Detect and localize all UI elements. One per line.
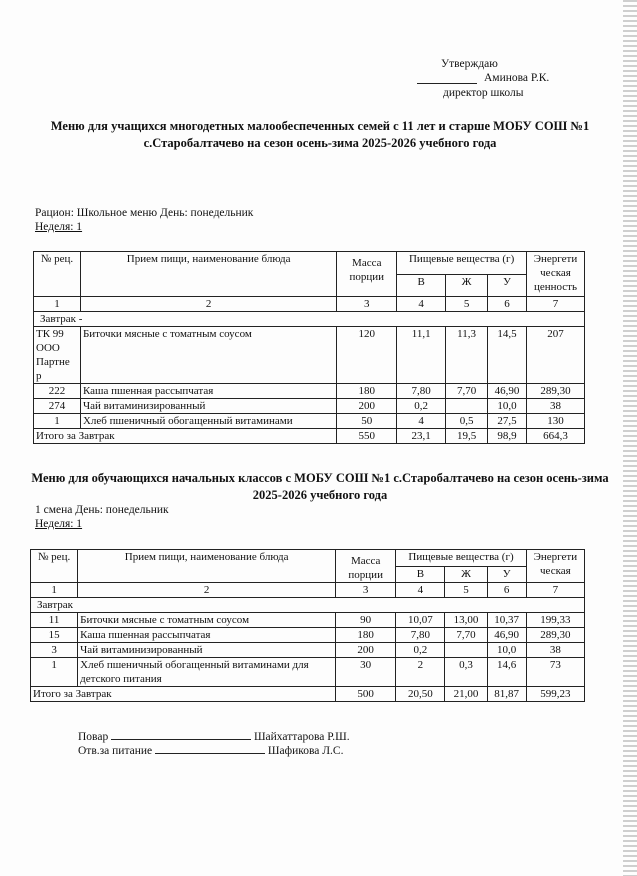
cell: 46,90 xyxy=(487,628,526,643)
table-row xyxy=(31,643,585,658)
cell: 289,30 xyxy=(526,628,584,643)
cell: 14,6 xyxy=(487,658,526,687)
resp-name: Шафикова Л.С. xyxy=(267,745,344,757)
cell: Биточки мясные с томатным соусом xyxy=(80,327,336,384)
header-fat: Ж xyxy=(445,566,487,583)
header-dish: Прием пищи, наименование блюда xyxy=(80,252,336,297)
director-position: директор школы xyxy=(443,87,524,99)
table-row xyxy=(34,414,585,429)
cell: 1 xyxy=(34,414,81,429)
cell: 3 xyxy=(31,643,78,658)
scan-edge xyxy=(623,0,637,876)
menu2-table xyxy=(30,549,585,702)
cell: 274 xyxy=(34,399,81,414)
cell: 130 xyxy=(527,414,585,429)
menu2-week: Неделя: 1 xyxy=(35,518,83,530)
header-rec: № рец. xyxy=(34,252,81,297)
column-number: 7 xyxy=(527,297,585,312)
menu2-ration: 1 смена День: понедельник xyxy=(35,504,169,516)
section-breakfast: Завтрак xyxy=(31,598,585,613)
column-number: 6 xyxy=(487,583,526,598)
menu1-table xyxy=(33,251,585,444)
column-number: 3 xyxy=(337,297,397,312)
cell: 38 xyxy=(526,643,584,658)
resp-signature-line xyxy=(155,753,265,754)
column-number: 7 xyxy=(526,583,584,598)
cell: 1 xyxy=(31,658,78,687)
table-row xyxy=(34,384,585,399)
column-number: 2 xyxy=(80,297,336,312)
header-mass: Масса порции xyxy=(336,550,396,583)
table-row xyxy=(31,613,585,628)
cell: Хлеб пшеничный обогащенный витаминами для детского питания xyxy=(78,658,336,687)
table-row xyxy=(34,327,585,384)
cell: 0,2 xyxy=(397,399,446,414)
cook-signature-line xyxy=(111,739,251,740)
cell: 10,0 xyxy=(487,643,526,658)
header-protein: В xyxy=(397,274,446,297)
cell: 10,07 xyxy=(396,613,445,628)
cell: 38 xyxy=(527,399,585,414)
menu1-title: Меню для учащихся многодетных малообеспеченных семей с 11 лет и старше МОБУ СОШ №1 с.Старобалтачево на сезон осень-зима 2025-2026 учебного года xyxy=(50,119,590,150)
header-carbs: У xyxy=(488,274,527,297)
cell: Чай витаминизированный xyxy=(80,399,336,414)
cell: 0,5 xyxy=(446,414,488,429)
cell: 11,1 xyxy=(397,327,446,384)
column-number: 4 xyxy=(396,583,445,598)
cell: 7,70 xyxy=(445,628,487,643)
cell: 14,5 xyxy=(488,327,527,384)
table-row xyxy=(31,658,585,687)
cell: Каша пшенная рассыпчатая xyxy=(78,628,336,643)
total-cell: 23,1 xyxy=(397,429,446,444)
cell: Чай витаминизированный xyxy=(78,643,336,658)
cell: 289,30 xyxy=(527,384,585,399)
cell: 11,3 xyxy=(446,327,488,384)
column-number: 3 xyxy=(336,583,396,598)
cell: 10,0 xyxy=(488,399,527,414)
cell: 207 xyxy=(527,327,585,384)
header-nutrients: Пищевые вещества (г) xyxy=(397,252,527,275)
column-number: 4 xyxy=(397,297,446,312)
cell: 7,70 xyxy=(446,384,488,399)
cell: 7,80 xyxy=(396,628,445,643)
menu2-title: Меню для обучающихся начальных классов с МОБУ СОШ №1 с.Старобалтачево на сезон осень-зима 2025-2026 учебного года xyxy=(31,471,609,502)
header-carbs: У xyxy=(487,566,526,583)
menu1-ration: Рацион: Школьное меню День: понедельник xyxy=(35,207,254,219)
total-cell: 500 xyxy=(336,687,396,702)
cell: 2 xyxy=(396,658,445,687)
total-cell: 664,3 xyxy=(527,429,585,444)
cell: 199,33 xyxy=(526,613,584,628)
cell: 0,2 xyxy=(396,643,445,658)
table-row xyxy=(34,399,585,414)
cell: 27,5 xyxy=(488,414,527,429)
cell: 30 xyxy=(336,658,396,687)
header-mass: Масса порции xyxy=(337,252,397,297)
cell: Биточки мясные с томатным соусом xyxy=(78,613,336,628)
header-dish: Прием пищи, наименование блюда xyxy=(78,550,336,583)
cell: 90 xyxy=(336,613,396,628)
header-energy: Энергети ческая xyxy=(526,550,584,583)
director-name: Аминова Р.К. xyxy=(484,72,550,84)
approval-signature-line xyxy=(417,73,477,84)
cell: 180 xyxy=(336,628,396,643)
cell: 0,3 xyxy=(445,658,487,687)
resp-label: Отв.за питание xyxy=(78,745,153,757)
cell: Хлеб пшеничный обогащенный витаминами xyxy=(80,414,336,429)
cook-label: Повар xyxy=(78,731,109,743)
total-cell: 19,5 xyxy=(446,429,488,444)
cook-name: Шайхаттарова Р.Ш. xyxy=(253,731,350,743)
cell xyxy=(446,399,488,414)
cell: 46,90 xyxy=(488,384,527,399)
total-cell: 20,50 xyxy=(396,687,445,702)
column-number: 5 xyxy=(446,297,488,312)
column-number: 1 xyxy=(34,297,81,312)
column-number: 2 xyxy=(78,583,336,598)
cell: 50 xyxy=(337,414,397,429)
cell: 7,80 xyxy=(397,384,446,399)
total-row xyxy=(31,687,585,702)
total-row xyxy=(34,429,585,444)
total-cell: 81,87 xyxy=(487,687,526,702)
header-energy: Энергети ческая ценность xyxy=(527,252,585,297)
header-protein: В xyxy=(396,566,445,583)
cell: 13,00 xyxy=(445,613,487,628)
cell: 10,37 xyxy=(487,613,526,628)
cell: 200 xyxy=(337,399,397,414)
total-cell: Итого за Завтрак xyxy=(34,429,337,444)
column-number: 1 xyxy=(31,583,78,598)
table-row xyxy=(31,628,585,643)
total-cell: 599,23 xyxy=(526,687,584,702)
cell: ТК 99 ООО Партне р xyxy=(34,327,81,384)
total-cell: 550 xyxy=(337,429,397,444)
column-number: 5 xyxy=(445,583,487,598)
total-cell: 21,00 xyxy=(445,687,487,702)
section-breakfast: Завтрак - xyxy=(34,312,585,327)
header-fat: Ж xyxy=(446,274,488,297)
header-rec: № рец. xyxy=(31,550,78,583)
cell: 180 xyxy=(337,384,397,399)
column-number: 6 xyxy=(488,297,527,312)
cell: 120 xyxy=(337,327,397,384)
cell: Каша пшенная рассыпчатая xyxy=(80,384,336,399)
cell xyxy=(445,643,487,658)
cell: 11 xyxy=(31,613,78,628)
cell: 222 xyxy=(34,384,81,399)
total-cell: 98,9 xyxy=(488,429,527,444)
cell: 4 xyxy=(397,414,446,429)
cell: 15 xyxy=(31,628,78,643)
cell: 200 xyxy=(336,643,396,658)
total-cell: Итого за Завтрак xyxy=(31,687,336,702)
cell: 73 xyxy=(526,658,584,687)
approve-label: Утверждаю xyxy=(441,58,498,70)
header-nutrients: Пищевые вещества (г) xyxy=(396,550,526,567)
menu1-week: Неделя: 1 xyxy=(35,221,83,233)
